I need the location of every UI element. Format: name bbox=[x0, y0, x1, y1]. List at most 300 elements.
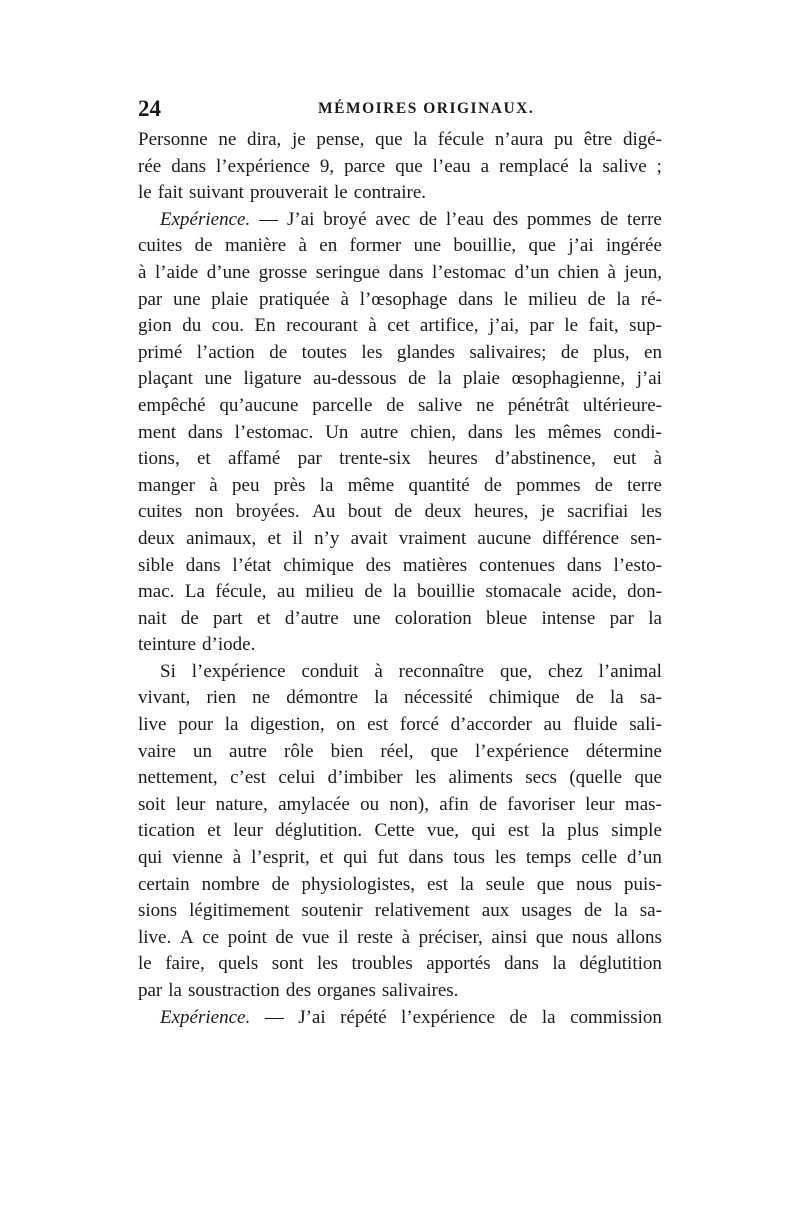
word: live. bbox=[138, 926, 172, 948]
word: le bbox=[138, 182, 152, 204]
word: soutenir bbox=[301, 900, 363, 922]
word: déglutition. bbox=[275, 820, 363, 842]
word: — bbox=[259, 208, 279, 230]
text-line bbox=[138, 739, 662, 766]
word: organes bbox=[317, 980, 376, 1001]
word: affamé bbox=[227, 448, 281, 470]
word: ultérieure- bbox=[582, 394, 662, 416]
word: vienne bbox=[172, 847, 223, 869]
word: usages bbox=[521, 900, 572, 922]
text-line bbox=[138, 792, 662, 819]
word: digestion, bbox=[250, 714, 325, 736]
word: à bbox=[298, 235, 307, 257]
word: sa- bbox=[639, 687, 662, 709]
word: fait, bbox=[588, 315, 619, 337]
text-line bbox=[138, 526, 662, 553]
word: bout bbox=[347, 501, 382, 523]
word: à bbox=[607, 261, 616, 283]
word: grosse bbox=[258, 261, 308, 283]
text-line bbox=[138, 499, 662, 526]
word: broyées. bbox=[235, 501, 300, 523]
word: sacrifiai bbox=[567, 501, 629, 523]
word: de bbox=[600, 208, 619, 230]
word: que bbox=[528, 235, 556, 257]
word: autre bbox=[360, 421, 399, 443]
word: parcelle bbox=[312, 394, 373, 416]
word: point bbox=[227, 926, 267, 948]
text-line bbox=[138, 393, 662, 420]
word: peu bbox=[232, 474, 260, 496]
italic-heading-word: Expérience. bbox=[160, 1006, 251, 1028]
word: leur bbox=[175, 793, 206, 815]
word: à bbox=[368, 315, 377, 337]
word: de bbox=[180, 607, 199, 629]
text-line bbox=[138, 233, 662, 260]
text-line bbox=[138, 951, 662, 978]
word: à bbox=[340, 288, 349, 310]
word: plaçant bbox=[138, 368, 193, 390]
word: préciser, bbox=[418, 926, 483, 948]
word: physiologistes, bbox=[301, 873, 416, 895]
word: de bbox=[584, 900, 602, 922]
word: de bbox=[269, 341, 288, 363]
word: à bbox=[209, 474, 218, 496]
word: et bbox=[256, 607, 271, 629]
word: pour bbox=[178, 714, 214, 736]
word: par bbox=[297, 448, 322, 470]
word: et bbox=[319, 847, 334, 869]
text-line bbox=[138, 207, 662, 234]
word: de bbox=[483, 474, 502, 496]
word: sa- bbox=[639, 900, 662, 922]
word: l’expérience bbox=[475, 740, 569, 762]
word: à bbox=[401, 926, 411, 948]
word: en bbox=[644, 341, 662, 363]
text-line bbox=[138, 180, 662, 207]
word: deux bbox=[138, 527, 175, 549]
word: d’un bbox=[627, 847, 662, 869]
word: que bbox=[430, 740, 458, 762]
word: fluide bbox=[573, 714, 618, 736]
text-line bbox=[138, 340, 662, 367]
word: la bbox=[648, 607, 662, 629]
word: allons bbox=[616, 926, 662, 948]
word: l’eau bbox=[445, 208, 484, 230]
word: cuites bbox=[138, 501, 183, 523]
text-line bbox=[138, 287, 662, 314]
word: réel, bbox=[380, 740, 414, 762]
word: tous bbox=[453, 847, 485, 869]
word: au-dessous bbox=[313, 368, 397, 390]
word: puis- bbox=[623, 873, 662, 895]
word: qui bbox=[471, 820, 496, 842]
word: leur bbox=[585, 793, 615, 815]
word: part bbox=[213, 607, 243, 629]
word: avait bbox=[350, 527, 388, 549]
word: que bbox=[535, 926, 564, 948]
word: (quelle bbox=[569, 767, 623, 789]
word: j’ai bbox=[568, 235, 594, 257]
word: sont bbox=[271, 953, 304, 975]
word: intense bbox=[541, 607, 596, 629]
word: près bbox=[273, 474, 306, 496]
word: fécule, bbox=[215, 581, 267, 603]
text-line bbox=[138, 872, 662, 899]
word: les bbox=[640, 501, 662, 523]
word: l’estomac bbox=[432, 261, 506, 283]
word: stomacale bbox=[485, 581, 562, 603]
word: chez bbox=[547, 660, 583, 682]
word: plaie bbox=[463, 368, 500, 390]
word: — bbox=[264, 1006, 284, 1028]
word: seule bbox=[485, 873, 525, 895]
word: les bbox=[514, 421, 536, 443]
word: tication bbox=[138, 820, 195, 842]
word: d’accorder bbox=[450, 714, 532, 736]
word: ligature bbox=[243, 368, 302, 390]
word: ment bbox=[138, 421, 176, 443]
word: de bbox=[364, 581, 383, 603]
running-head-title: MÉMOIRES ORIGINAUX. bbox=[318, 100, 535, 117]
word: prouverait bbox=[249, 182, 329, 204]
word: des bbox=[365, 554, 392, 576]
word: commission bbox=[570, 1006, 662, 1028]
word: au bbox=[276, 581, 295, 603]
word: la bbox=[460, 873, 474, 895]
text-line bbox=[138, 260, 662, 287]
word: dans bbox=[185, 554, 221, 576]
word: simple bbox=[611, 820, 662, 842]
text-line bbox=[138, 553, 662, 580]
word: qui bbox=[343, 847, 368, 869]
word: teinture bbox=[138, 634, 197, 656]
word: d’abstinence, bbox=[495, 448, 596, 470]
word: la bbox=[541, 1006, 556, 1028]
word: je bbox=[540, 501, 555, 523]
word: la bbox=[614, 900, 628, 922]
word: terre bbox=[627, 208, 662, 230]
word: l’expérience bbox=[191, 660, 286, 682]
word: de bbox=[575, 687, 594, 709]
word: rien bbox=[206, 687, 236, 709]
word: quels bbox=[218, 953, 259, 975]
word: gion bbox=[138, 315, 172, 337]
word: cou. bbox=[211, 315, 244, 337]
word: l’expérience bbox=[216, 155, 310, 177]
word: apportés bbox=[426, 953, 491, 975]
word: les bbox=[414, 767, 437, 789]
word: terre bbox=[627, 474, 662, 496]
word: afin bbox=[439, 793, 469, 815]
word: A bbox=[179, 926, 194, 948]
word: Si bbox=[160, 660, 176, 682]
word: 9, bbox=[319, 155, 335, 177]
word: celle bbox=[581, 847, 618, 869]
word: broyé bbox=[323, 208, 367, 230]
word: jeun, bbox=[624, 261, 662, 283]
word: et bbox=[267, 527, 282, 549]
word: forcé bbox=[399, 714, 439, 736]
word: que bbox=[395, 155, 423, 177]
word: les bbox=[494, 847, 516, 869]
text-line bbox=[138, 606, 662, 633]
word: tions, bbox=[138, 448, 180, 470]
word: à bbox=[138, 261, 147, 283]
word: glandes bbox=[396, 341, 455, 363]
word: bouillie, bbox=[453, 235, 517, 257]
word: sup- bbox=[629, 315, 662, 337]
word: En bbox=[254, 315, 276, 337]
word: pense, bbox=[316, 129, 365, 150]
word: reconnaître bbox=[398, 660, 485, 682]
word: digé- bbox=[622, 129, 662, 150]
word: légitimement bbox=[189, 900, 290, 922]
word: mêmes bbox=[547, 421, 602, 443]
word: l’animal bbox=[598, 660, 662, 682]
word: suivant bbox=[189, 182, 244, 204]
word: rôle bbox=[284, 740, 314, 762]
word: ou bbox=[360, 793, 380, 815]
word: remplacé bbox=[499, 155, 569, 177]
word: pu bbox=[554, 129, 574, 150]
word: ne bbox=[476, 394, 495, 416]
word: nait bbox=[138, 607, 167, 629]
word: salive bbox=[417, 394, 463, 416]
word: eut bbox=[613, 448, 637, 470]
word: la bbox=[392, 581, 407, 603]
word: démontre bbox=[286, 687, 359, 709]
word: ; bbox=[656, 155, 662, 177]
word: œsophagienne, bbox=[511, 368, 626, 390]
word: artifice, bbox=[419, 315, 479, 337]
word: que bbox=[634, 767, 662, 789]
word: l’eau bbox=[432, 155, 471, 177]
word: Personne bbox=[138, 129, 208, 150]
word: déglutition bbox=[579, 953, 662, 975]
word: Au bbox=[312, 501, 336, 523]
word: animaux, bbox=[186, 527, 257, 549]
word: bien bbox=[330, 740, 364, 762]
word: qui bbox=[138, 847, 163, 869]
running-head bbox=[138, 96, 662, 126]
word: cuites bbox=[138, 235, 183, 257]
word: dans bbox=[171, 155, 207, 177]
word: l’état bbox=[232, 554, 272, 576]
word: est bbox=[507, 820, 529, 842]
text-line bbox=[138, 659, 662, 686]
word: même bbox=[347, 474, 395, 496]
word: dans bbox=[458, 288, 493, 310]
word: le bbox=[564, 315, 579, 337]
word: j’ai, bbox=[488, 315, 520, 337]
word: ne bbox=[252, 687, 271, 709]
text-line bbox=[138, 579, 662, 606]
word: deux bbox=[424, 501, 462, 523]
word: la bbox=[168, 980, 182, 1001]
word: l’aide bbox=[154, 261, 199, 283]
word: sen- bbox=[630, 527, 662, 549]
word: sible bbox=[138, 554, 174, 576]
word: dira, bbox=[247, 129, 282, 150]
word: avec bbox=[375, 208, 411, 230]
word: La bbox=[184, 581, 205, 603]
word: les bbox=[316, 953, 339, 975]
word: de bbox=[587, 288, 606, 310]
word: non bbox=[194, 501, 224, 523]
word: dans bbox=[408, 847, 444, 869]
word: répété bbox=[340, 1006, 387, 1028]
word: vaire bbox=[138, 740, 176, 762]
word: la bbox=[616, 288, 631, 310]
word: les bbox=[361, 341, 383, 363]
word: heures bbox=[428, 448, 478, 470]
text-line bbox=[138, 925, 662, 952]
word: live bbox=[138, 714, 167, 736]
word: une bbox=[353, 607, 381, 629]
word: aliments bbox=[448, 767, 513, 789]
word: d’iode. bbox=[202, 634, 256, 656]
word: n’aura bbox=[494, 129, 544, 150]
word: au bbox=[543, 714, 562, 736]
text-line bbox=[138, 366, 662, 393]
word: parce bbox=[344, 155, 386, 177]
word: plus bbox=[567, 820, 599, 842]
word: n’y bbox=[314, 527, 340, 549]
word: quantité bbox=[408, 474, 470, 496]
word: la bbox=[413, 129, 427, 150]
word: pommes bbox=[526, 208, 592, 230]
word: recourant bbox=[286, 315, 358, 337]
word: aucune bbox=[477, 527, 532, 549]
word: chimique bbox=[283, 554, 354, 576]
word: est bbox=[367, 714, 389, 736]
word: la bbox=[437, 368, 452, 390]
word: conduit bbox=[301, 660, 359, 682]
word: de bbox=[419, 208, 438, 230]
word: matières bbox=[402, 554, 468, 576]
text-line bbox=[138, 978, 662, 1005]
word: mac. bbox=[138, 581, 175, 603]
text-line bbox=[138, 898, 662, 925]
word: former bbox=[349, 235, 402, 257]
word: nettement, bbox=[138, 767, 218, 789]
word: vue bbox=[301, 926, 330, 948]
text-line bbox=[138, 446, 662, 473]
word: J’ai bbox=[298, 1006, 326, 1028]
word: détermine bbox=[585, 740, 662, 762]
word: des bbox=[492, 208, 519, 230]
word: de bbox=[271, 873, 290, 895]
word: à bbox=[374, 660, 383, 682]
word: d’imbiber bbox=[327, 767, 403, 789]
word: milieu bbox=[528, 288, 577, 310]
body-text bbox=[138, 127, 662, 1031]
text-line bbox=[138, 632, 662, 659]
word: plus, bbox=[593, 341, 630, 363]
word: ce bbox=[202, 926, 220, 948]
text-line bbox=[138, 845, 662, 872]
word: une bbox=[204, 368, 232, 390]
word: l’esto- bbox=[613, 554, 662, 576]
word: à bbox=[653, 448, 662, 470]
word: soustraction bbox=[187, 980, 280, 1001]
word: temps bbox=[525, 847, 572, 869]
text-line bbox=[138, 1005, 662, 1032]
word: j’ai bbox=[636, 368, 662, 390]
word: reste bbox=[357, 926, 393, 948]
text-line bbox=[138, 818, 662, 845]
word: l’estomac. bbox=[234, 421, 314, 443]
word: la bbox=[319, 474, 334, 496]
word: par bbox=[138, 980, 163, 1001]
word: heures, bbox=[474, 501, 529, 523]
word: la bbox=[552, 953, 567, 975]
word: il bbox=[337, 926, 349, 948]
word: il bbox=[292, 527, 303, 549]
word: des bbox=[285, 980, 312, 1001]
word: la bbox=[578, 155, 593, 177]
word: différence bbox=[542, 527, 620, 549]
word: je bbox=[292, 129, 306, 150]
word: et bbox=[196, 448, 211, 470]
word: la bbox=[374, 687, 388, 709]
word: soit bbox=[138, 793, 166, 815]
word: primé bbox=[138, 341, 183, 363]
word: vivant, bbox=[138, 687, 191, 709]
word: trente-six bbox=[339, 448, 411, 470]
word: contraire. bbox=[353, 182, 426, 204]
word: favoriser bbox=[507, 793, 575, 815]
word: dans bbox=[504, 953, 539, 975]
word: bouillie bbox=[416, 581, 475, 603]
text-line bbox=[138, 712, 662, 739]
text-line bbox=[138, 765, 662, 792]
word: de bbox=[394, 501, 413, 523]
text-line bbox=[138, 127, 662, 154]
word: a bbox=[480, 155, 490, 177]
word: coloration bbox=[394, 607, 472, 629]
word: troubles bbox=[351, 953, 413, 975]
word: que bbox=[536, 873, 565, 895]
word: nous bbox=[571, 926, 608, 948]
word: et bbox=[207, 820, 221, 842]
word: de bbox=[408, 368, 427, 390]
word: la bbox=[609, 687, 624, 709]
text-line bbox=[138, 420, 662, 447]
word: en bbox=[319, 235, 338, 257]
word: dans bbox=[566, 554, 602, 576]
word: salivaires; bbox=[469, 341, 547, 363]
word: dans bbox=[187, 421, 223, 443]
word: par bbox=[529, 315, 554, 337]
word: l’action bbox=[196, 341, 255, 363]
text-line bbox=[138, 313, 662, 340]
word: pénétrât bbox=[507, 394, 570, 416]
word: que, bbox=[499, 660, 533, 682]
word: de bbox=[594, 474, 613, 496]
word: le bbox=[334, 182, 348, 204]
word: pommes bbox=[516, 474, 581, 496]
word: relativement bbox=[374, 900, 470, 922]
word: de bbox=[194, 235, 213, 257]
word: l’esprit, bbox=[251, 847, 310, 869]
word: le bbox=[138, 953, 152, 975]
word: d’une bbox=[206, 261, 251, 283]
word: est bbox=[426, 873, 449, 895]
word: d’autre bbox=[284, 607, 339, 629]
word: une bbox=[413, 235, 442, 257]
word: salivaires. bbox=[381, 980, 459, 1001]
